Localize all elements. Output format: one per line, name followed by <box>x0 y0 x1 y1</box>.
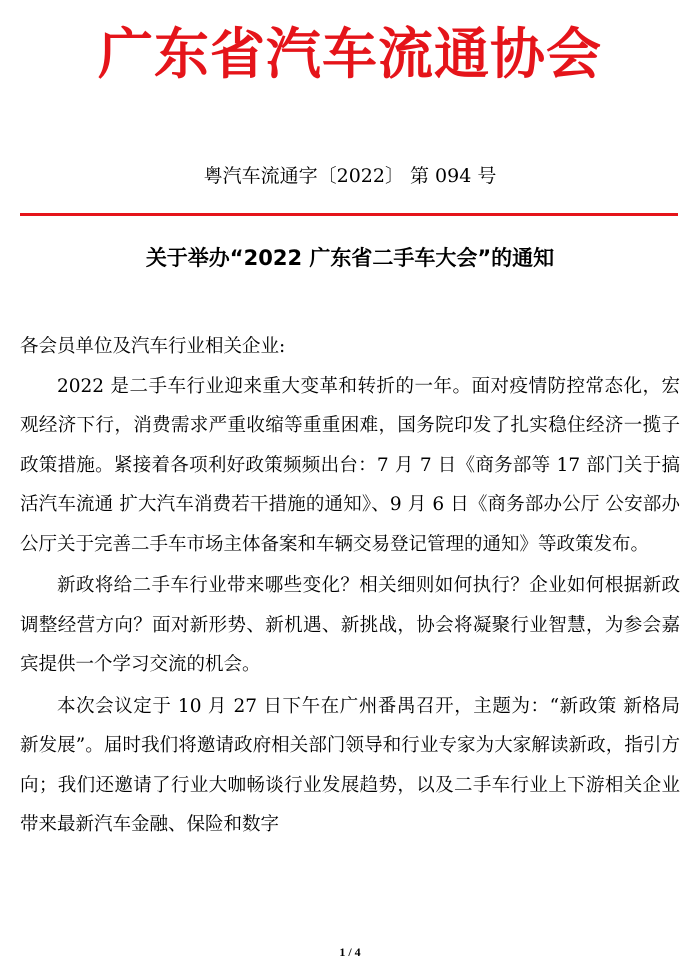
body-paragraph: 本次会议定于 10 月 27 日下午在广州番禺召开，主题为：“新政策 新格局 新发展”。届时我们将邀请政府相关部门领导和行业专家为大家解读新政，指引方向；我们还邀请了行业大咖畅谈行业发展趋势，以及二手车行业上下游相关企业带来最新汽车金融、保险和数字 <box>20 695 680 835</box>
header-divider <box>20 213 678 216</box>
body-paragraph: 2022 是二手车行业迎来重大变革和转折的一年。面对疫情防控常态化，宏观经济下行，消费需求严重收缩等重重困难，国务院印发了扎实稳住经济一揽子政策措施。紧接着各项利好政策频频出台：7 月 7 日《商务部等 17 部门关于搞活汽车流通 扩大汽车消费若干措施的通知》、9 月 6 日《商务部办公厅 公安部办公厅关于完善二手车市场主体备案和车辆交易登记管理的通知》等政策发布。 <box>20 375 680 555</box>
page-number: 1 / 4 <box>339 945 361 959</box>
salutation: 各会员单位及汽车行业相关企业: <box>20 336 286 357</box>
organization-name: 广东省汽车流通协会 <box>97 21 602 86</box>
document-number: 粤汽车流通字〔2022〕 第 094 号 <box>203 165 497 187</box>
body-paragraph: 新政将给二手车行业带来哪些变化？相关细则如何执行？企业如何根据新政调整经营方向？面对新形势、新机遇、新挑战，协会将凝聚行业智慧，为参会嘉宾提供一个学习交流的机会。 <box>20 575 680 675</box>
document-body <box>20 327 680 845</box>
notice-title: 关于举办“2022 广东省二手车大会”的通知 <box>145 246 555 270</box>
